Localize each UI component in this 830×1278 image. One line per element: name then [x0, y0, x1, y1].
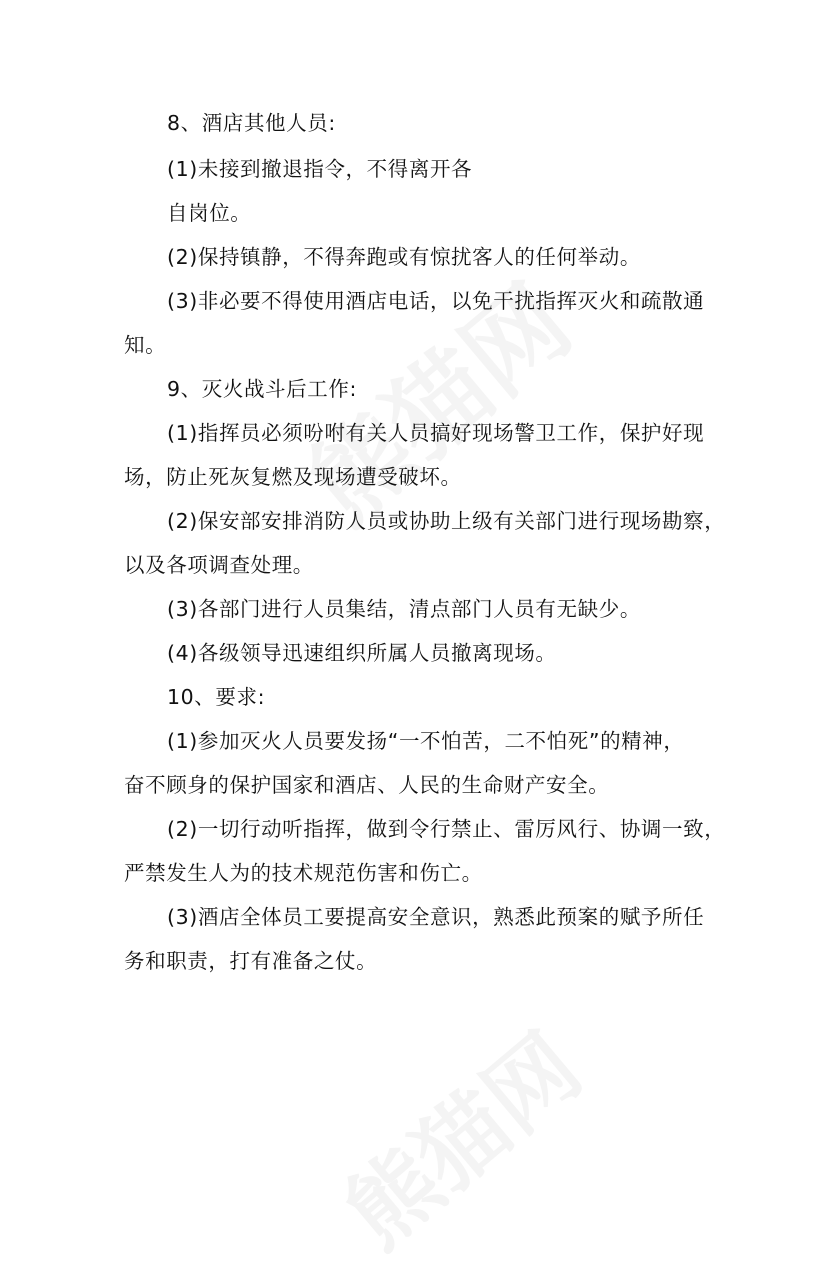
section-heading: 8、酒店其他人员: — [167, 111, 336, 135]
paragraph-line: 奋不顾身的保护国家和酒店、人民的生命财产安全。 — [124, 773, 610, 797]
paragraph-line: (2)保持镇静，不得奔跑或有惊扰客人的任何举动。 — [167, 245, 641, 269]
watermark — [319, 1012, 602, 1278]
paragraph-line: 场，防止死灰复燃及现场遭受破坏。 — [124, 465, 462, 489]
section-heading: 10、要求: — [167, 685, 266, 709]
paragraph-line: (2)保安部安排消防人员或协助上级有关部门进行现场勘察， — [167, 509, 726, 533]
paragraph-line: 知。 — [124, 333, 167, 357]
paragraph-line: 务和职责，打有准备之仗。 — [124, 949, 378, 973]
paragraph-line: (3)各部门进行人员集结，清点部门人员有无缺少。 — [167, 597, 641, 621]
paragraph-line: 自岗位。 — [167, 201, 252, 225]
paragraph-line: (1)未接到撤退指令，不得离开各 — [167, 157, 473, 181]
paragraph-line: (3)非必要不得使用酒店电话，以免干扰指挥灭火和疏散通 — [167, 289, 705, 313]
paragraph-line: (3)酒店全体员工要提高安全意识，熟悉此预案的赋予所任 — [167, 905, 705, 929]
section-heading: 9、灭火战斗后工作: — [167, 377, 357, 401]
paragraph-line: (4)各级领导迅速组织所属人员撤离现场。 — [167, 641, 557, 665]
paragraph-line: (2)一切行动听指挥，做到令行禁止、雷厉风行、协调一致， — [167, 817, 726, 841]
paragraph-line: 以及各项调查处理。 — [124, 553, 314, 577]
paragraph-line: (1)指挥员必须吩咐有关人员搞好现场警卫工作，保护好现 — [167, 421, 705, 445]
paragraph-line: 严禁发生人为的技术规范伤害和伤亡。 — [124, 861, 483, 885]
paragraph-line: (1)参加灭火人员要发扬“一不怕苦，二不怕死”的精神， — [167, 729, 685, 753]
